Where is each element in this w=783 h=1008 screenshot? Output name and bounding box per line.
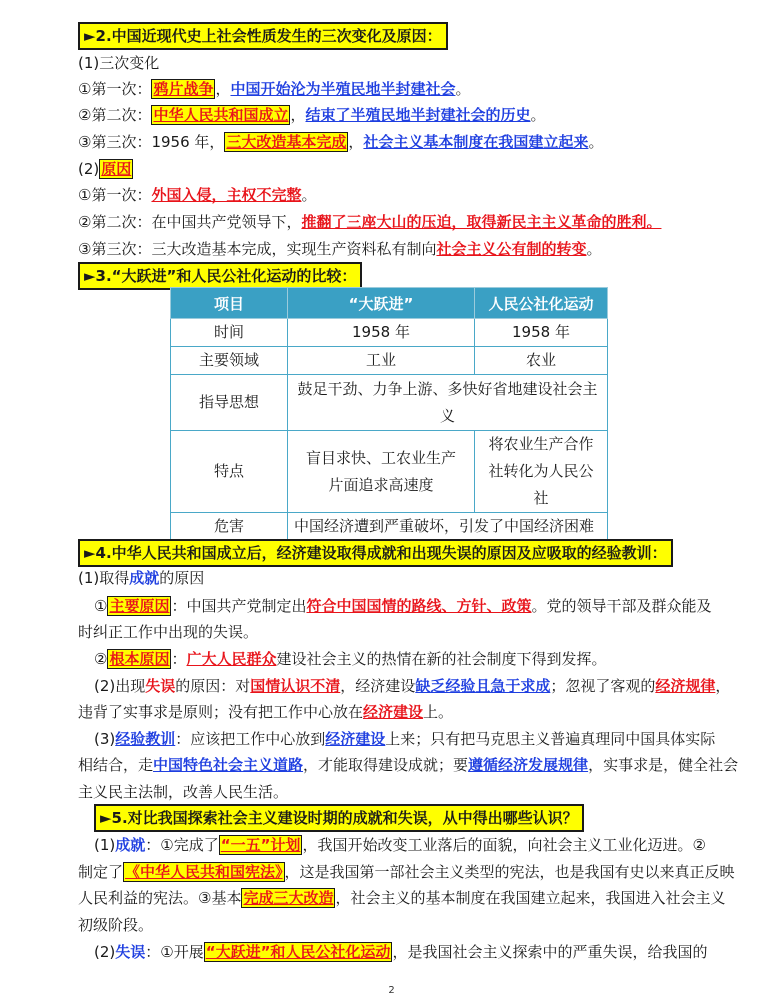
red-term: 符合中国国情的路线、方针、政策 <box>306 597 532 615</box>
red-term: 经济规律 <box>655 677 716 695</box>
text: 初级阶段。 <box>78 916 154 934</box>
text: 。 <box>530 106 546 124</box>
text: ，社会主义的基本制度在我国建立起来，我国进入社会主义 <box>335 889 726 907</box>
table-cell: 1958 年 <box>288 319 475 347</box>
section4-header-line <box>78 539 673 567</box>
text: ①第一次： <box>78 80 152 98</box>
table-cell: 时间 <box>171 319 288 347</box>
text: 时纠正工作中出现的失误。 <box>78 623 259 641</box>
section4-p5-cont2 <box>78 780 288 804</box>
text: 的原因 <box>159 569 205 587</box>
table-header-row <box>171 288 608 319</box>
text: 。 <box>586 240 602 258</box>
table-cell: 将农业生产合作社转化为人民公社 <box>475 431 608 513</box>
blue-term: 经济建设 <box>325 730 386 748</box>
text: ：中国共产党制定出 <box>171 597 307 615</box>
red-term: 国情认识不清 <box>250 677 341 695</box>
text: 主义民主法制，改善人民生活。 <box>78 783 289 801</box>
text: ，才能取得建设成就；要 <box>303 756 469 774</box>
text: (1)取得 <box>78 569 130 587</box>
red-term: 失误 <box>145 677 176 695</box>
table-cell: 危害 <box>171 513 288 541</box>
blue-term: 缺乏经验且急于求成 <box>415 677 551 695</box>
text: 上。 <box>423 703 454 721</box>
table-cell-merged: 中国经济遭到严重破坏，引发了中国经济困难 <box>288 513 608 541</box>
section5-a1 <box>94 833 706 857</box>
table-cell: 工业 <box>288 347 475 375</box>
text: ①第一次： <box>78 186 152 204</box>
text: ， <box>215 80 231 98</box>
section4-p5 <box>94 727 715 751</box>
text: ②第二次： <box>78 106 152 124</box>
section2-sub2 <box>78 157 133 181</box>
text: (2) <box>78 160 100 178</box>
section2-header-line <box>78 22 448 50</box>
section2-sub1 <box>78 51 159 75</box>
highlight-term: 《中华人民共和国宪法》 <box>125 863 283 881</box>
text: ：应该把工作中心放到 <box>175 730 326 748</box>
table-cell: 特点 <box>171 431 288 513</box>
red-term: 广大人民群众 <box>186 650 277 668</box>
text: ，这是我国第一部社会主义类型的宪法，也是我国有史以来真正反映 <box>284 863 735 881</box>
text: (2)出现 <box>94 677 146 695</box>
section4-p3 <box>94 647 607 671</box>
text: ③第三次：三大改造基本完成，实现生产资料私有制向 <box>78 240 437 258</box>
table-row <box>171 347 608 375</box>
text: ， <box>715 677 731 695</box>
highlight-term: 主要原因 <box>109 597 170 615</box>
table-row <box>171 431 608 513</box>
section2-header: ►2.中国近现代史上社会性质发生的三次变化及原因： <box>78 22 448 50</box>
page-number: 2 <box>388 985 395 996</box>
text: ② <box>94 650 108 668</box>
section2-reason3 <box>78 237 601 261</box>
text: ：①完成了 <box>145 836 219 854</box>
red-term: 经济建设 <box>363 703 424 721</box>
section4-p5-cont1 <box>78 753 738 777</box>
section5-a4 <box>78 913 153 937</box>
section4-header: ►4.中华人民共和国成立后，经济建设取得成就和出现失误的原因及应吸取的经验教训： <box>78 539 673 567</box>
text: ，是我国社会主义探索中的严重失误，给我国的 <box>392 943 708 961</box>
table-row <box>171 319 608 347</box>
table-cell: 指导思想 <box>171 375 288 431</box>
text: 的原因：对 <box>175 677 251 695</box>
section3-header: ►3.“大跃进”和人民公社化运动的比较： <box>78 262 362 290</box>
text: ；忽视了客观的 <box>550 677 656 695</box>
highlight-term: 原因 <box>101 160 132 178</box>
blue-term: 结束了半殖民地半封建社会的历史 <box>305 106 531 124</box>
highlight-term: “大跃进”和人民公社化运动 <box>205 943 391 961</box>
table-header: “大跃进” <box>288 288 475 319</box>
section2-change1 <box>78 77 471 101</box>
highlight-term: 鸦片战争 <box>153 80 214 98</box>
text: ， <box>348 133 364 151</box>
text: ，经济建设 <box>340 677 416 695</box>
section2-reason1 <box>78 183 316 207</box>
section4-p2-cont <box>78 620 258 644</box>
text: ，我国开始改变工业落后的面貌，向社会主义工业化迈进。② <box>302 836 706 854</box>
red-term: 推翻了三座大山的压迫，取得新民主主义革命的胜利。 <box>301 213 662 231</box>
text: ① <box>94 597 108 615</box>
section2-change2 <box>78 103 546 127</box>
blue-term: 成就 <box>129 569 160 587</box>
highlight-term: 三大改造基本完成 <box>226 133 347 151</box>
section5-b1 <box>94 940 707 964</box>
text: 制定了 <box>78 863 124 881</box>
blue-term: 失误 <box>115 943 146 961</box>
table-cell: 1958 年 <box>475 319 608 347</box>
section5-header: ►5.对比我国探索社会主义建设时期的成就和失误，从中得出哪些认识？ <box>94 804 584 832</box>
red-term: 外国入侵，主权不完整 <box>151 186 302 204</box>
section5-a2 <box>78 860 735 884</box>
table-row <box>171 513 608 541</box>
blue-term: 中国开始沦为半殖民地半封建社会 <box>230 80 456 98</box>
blue-term: 社会主义基本制度在我国建立起来 <box>363 133 589 151</box>
text: (1) <box>94 836 116 854</box>
section2-change3 <box>78 130 603 154</box>
text: ②第二次：在中国共产党领导下， <box>78 213 302 231</box>
blue-term: 成就 <box>115 836 146 854</box>
section4-p4 <box>94 674 730 698</box>
section4-p4-cont <box>78 700 453 724</box>
text: ， <box>290 106 306 124</box>
section4-p1 <box>78 566 204 590</box>
text: (3) <box>94 730 116 748</box>
blue-term: 经验教训 <box>115 730 176 748</box>
table-cell-merged: 鼓足干劲、力争上游、多快好省地建设社会主义 <box>288 375 608 431</box>
text: 相结合，走 <box>78 756 154 774</box>
table-cell: 盲目求快、工农业生产片面追求高速度 <box>288 431 475 513</box>
table-cell: 主要领域 <box>171 347 288 375</box>
text: ③第三次：1956 年， <box>78 133 225 151</box>
text: 违背了实事求是原则；没有把工作中心放在 <box>78 703 364 721</box>
highlight-term: 中华人民共和国成立 <box>153 106 289 124</box>
text: ： <box>171 650 187 668</box>
text: 人民利益的宪法。③基本 <box>78 889 242 907</box>
table-header: 人民公社化运动 <box>475 288 608 319</box>
text: ，实事求是，健全社会 <box>588 756 739 774</box>
blue-term: 中国特色社会主义道路 <box>153 756 304 774</box>
table-cell: 农业 <box>475 347 608 375</box>
comparison-table <box>170 287 608 541</box>
text: 建设社会主义的热情在新的社会制度下得到发挥。 <box>276 650 607 668</box>
section3-header-line <box>78 262 362 290</box>
text: 。 <box>301 186 317 204</box>
highlight-term: “一五”计划 <box>220 836 301 854</box>
text: 。党的领导干部及群众能及 <box>531 597 712 615</box>
section5-a3 <box>78 886 725 910</box>
highlight-term: 根本原因 <box>109 650 170 668</box>
text: ：①开展 <box>145 943 204 961</box>
text: 上来；只有把马克思主义普遍真理同中国具体实际 <box>385 730 716 748</box>
text: (2) <box>94 943 116 961</box>
text: 。 <box>455 80 471 98</box>
section4-p2 <box>94 594 712 618</box>
table-header: 项目 <box>171 288 288 319</box>
text: 。 <box>588 133 604 151</box>
blue-term: 遵循经济发展规律 <box>468 756 589 774</box>
table-row <box>171 375 608 431</box>
section2-reason2 <box>78 210 661 234</box>
highlight-term: 完成三大改造 <box>243 889 334 907</box>
section5-header-line <box>94 804 584 832</box>
sub-heading: (1)三次变化 <box>78 54 160 72</box>
red-term: 社会主义公有制的转变 <box>436 240 587 258</box>
